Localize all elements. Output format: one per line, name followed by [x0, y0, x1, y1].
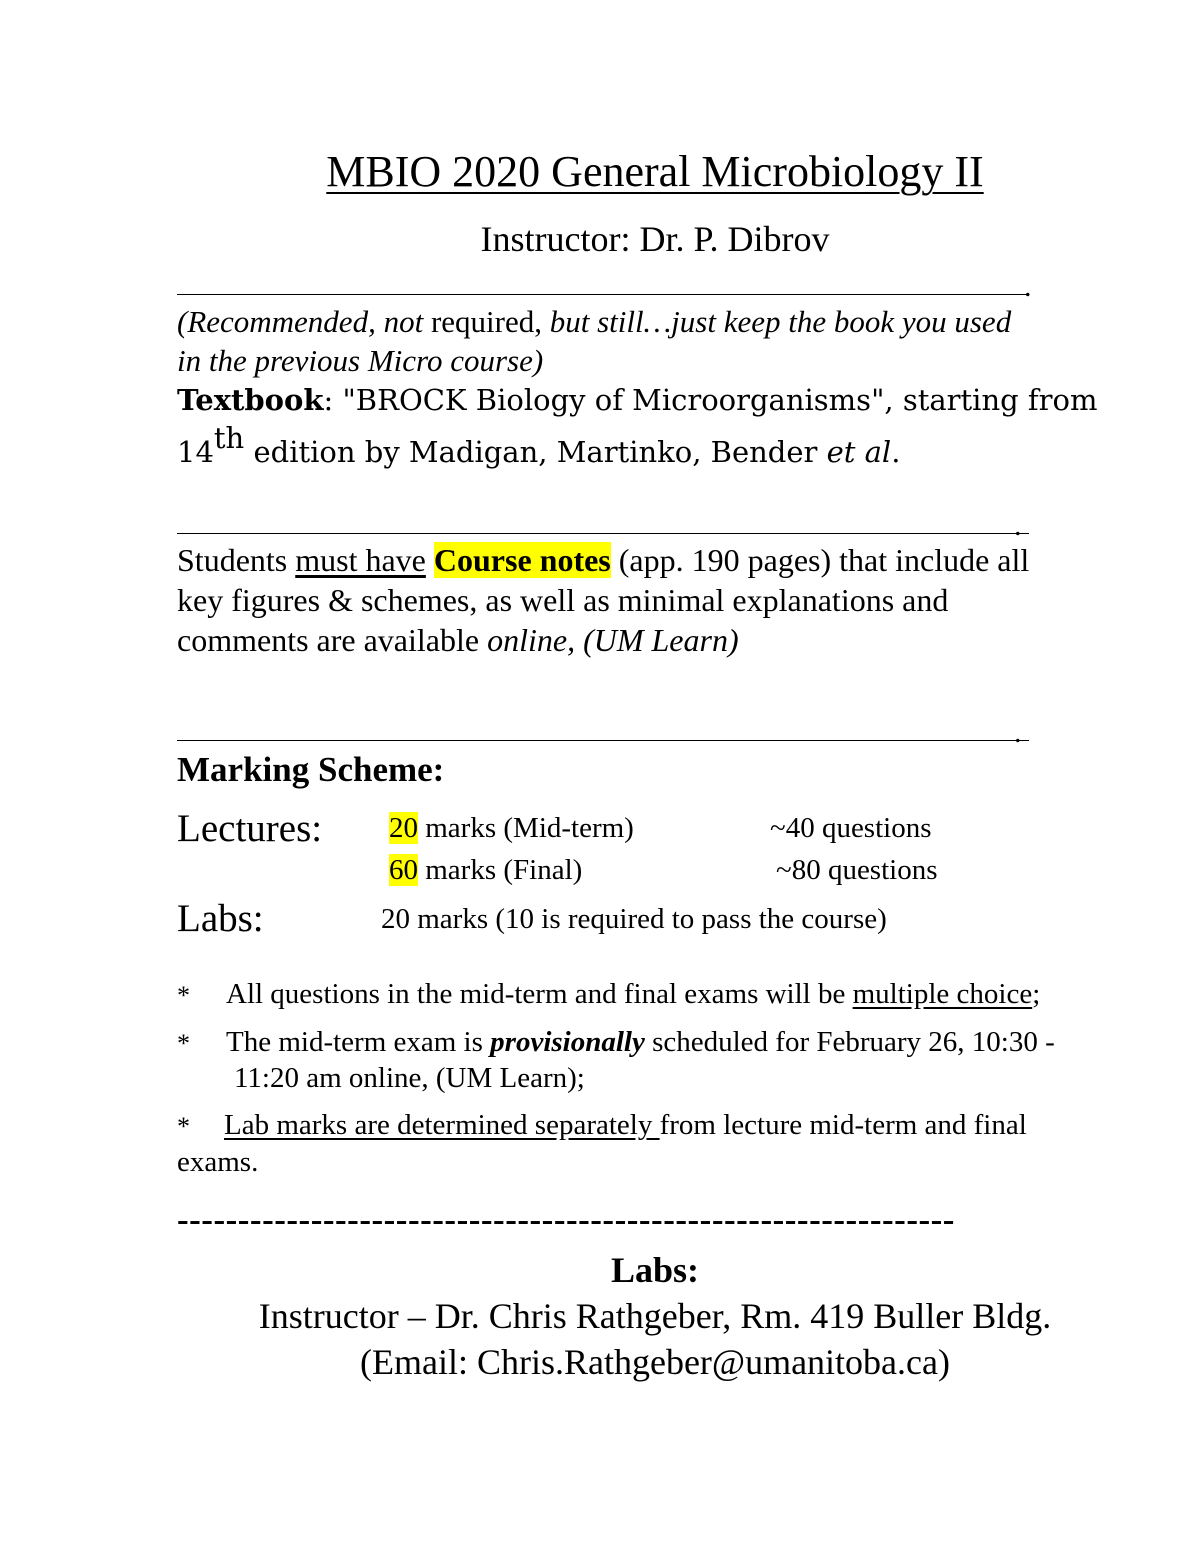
- final-marks-highlight: 60: [389, 854, 418, 886]
- et-al: et al: [826, 435, 892, 469]
- course-notes-highlight: Course notes: [433, 542, 611, 578]
- edition-number: 14: [177, 435, 214, 469]
- separator-dot: .: [1014, 509, 1022, 542]
- textbook-period: .: [891, 435, 901, 469]
- online-italic: online, (UM Learn): [487, 622, 739, 658]
- course-instructor: Instructor: Dr. P. Dibrov: [480, 219, 830, 259]
- lab-marks-underlined: Lab marks are determined separately: [224, 1109, 660, 1141]
- students-text: Students: [177, 542, 296, 578]
- labs-email: (Email: Chris.Rathgeber@umanitoba.ca): [360, 1342, 950, 1382]
- bullet-1-end: ;: [1032, 978, 1041, 1010]
- must-have-text: must have: [295, 542, 426, 578]
- lectures-label: Lectures:: [177, 807, 323, 850]
- textbook-line-2: [177, 419, 900, 471]
- space: [426, 542, 434, 578]
- notes-pages-text: (app. 190 pages) that include all: [610, 542, 1030, 578]
- textbook-title: "BROCK Biology of Microorganisms", starting from: [333, 383, 1098, 417]
- marking-scheme-heading: Marking Scheme:: [177, 750, 445, 789]
- separator-line: [177, 740, 1029, 741]
- dashed-divider: ----------------------------------------------------------------: [177, 1200, 955, 1239]
- notes-line-3: [177, 620, 739, 660]
- separator-dot: .: [1014, 716, 1022, 749]
- separator-line: [177, 294, 1029, 295]
- bullet-midterm-schedule-line-2: 11:20 am online, (UM Learn);: [234, 1062, 585, 1094]
- labs-heading: Labs:: [610, 1250, 700, 1290]
- final-desc: marks (Final): [418, 854, 583, 886]
- bullet-star: *: [177, 1029, 190, 1058]
- provisionally-italic: provisionally: [490, 1026, 645, 1058]
- edition-superscript: th: [213, 421, 245, 455]
- bullet-star: *: [177, 1112, 190, 1141]
- textbook-colon: :: [323, 383, 334, 417]
- recommended-italic: (Recommended, not: [177, 304, 424, 339]
- midterm-desc: marks (Mid-term): [418, 812, 634, 844]
- final-marks: [389, 854, 582, 887]
- notes-line-1: [177, 540, 1029, 580]
- course-title: MBIO 2020 General Microbiology II: [326, 147, 984, 196]
- bullet-multiple-choice: [226, 978, 1040, 1011]
- bullet-1-text: All questions in the mid-term and final exams will be: [226, 978, 853, 1010]
- recommended-line-2: [177, 342, 543, 380]
- bullet-2-text: The mid-term exam is: [226, 1026, 491, 1058]
- labs-marks: 20 marks (10 is required to pass the course): [381, 903, 887, 935]
- midterm-marks-highlight: 20: [389, 812, 418, 844]
- midterm-questions: ~40 questions: [770, 812, 932, 844]
- midterm-marks: [389, 812, 634, 845]
- keep-book-italic: but still…just keep the book you used: [549, 304, 1012, 339]
- textbook-authors: edition by Madigan, Martinko, Bender: [244, 435, 827, 469]
- textbook-line-1: [177, 381, 1097, 419]
- previous-course-italic: in the previous Micro course): [177, 343, 544, 378]
- bullet-3-text: from lecture mid-term and final: [659, 1109, 1027, 1141]
- separator-line: [177, 533, 1029, 534]
- bullet-midterm-schedule: [226, 1026, 1055, 1059]
- labs-label: Labs:: [177, 897, 264, 940]
- bullet-star: *: [177, 981, 190, 1010]
- separator-dot: .: [1024, 270, 1032, 303]
- bullet-lab-marks-line-2: exams.: [177, 1146, 259, 1178]
- available-text: comments are available: [177, 622, 488, 658]
- textbook-label: Textbook: [177, 383, 324, 417]
- multiple-choice-underlined: multiple choice: [852, 978, 1033, 1010]
- required-text: required,: [423, 304, 550, 339]
- notes-line-2: key figures & schemes, as well as minimal explanations and: [177, 582, 949, 618]
- labs-instructor: Instructor – Dr. Chris Rathgeber, Rm. 419 Buller Bldg.: [258, 1296, 1052, 1336]
- bullet-lab-marks: [224, 1109, 1027, 1142]
- recommended-line-1: [177, 303, 1011, 341]
- final-questions: ~80 questions: [776, 854, 938, 886]
- bullet-2-date: scheduled for February 26, 10:30 -: [644, 1026, 1055, 1058]
